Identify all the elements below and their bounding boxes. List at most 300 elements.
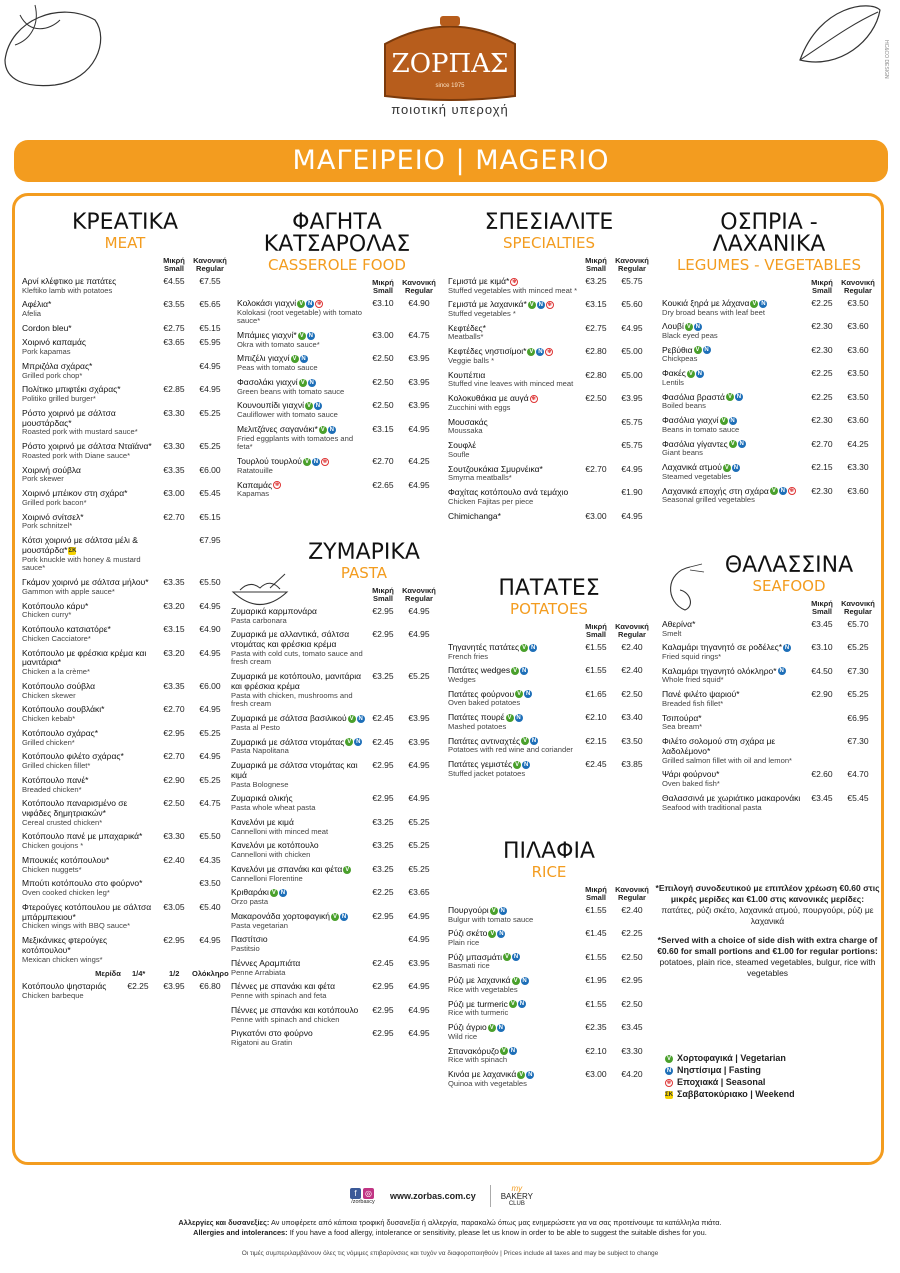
pasta-section (231, 542, 437, 1053)
menu-item (22, 936, 228, 964)
item-name (231, 982, 365, 1000)
instagram-icon[interactable]: ◎ (363, 1188, 374, 1199)
price-whole: €6.80 (199, 981, 221, 992)
item-name-greek: Ζυμαρικά καρμπονάρα (231, 605, 317, 616)
item-name-english: Pork kapamas (22, 347, 71, 357)
item-name-english: Basmati rice (448, 961, 490, 971)
menu-item (22, 903, 228, 931)
item-name-greek: Λουβί V N (662, 321, 701, 332)
menu-item (231, 888, 437, 906)
fasting-icon: N (301, 356, 306, 363)
vegetarian-icon: V (490, 930, 495, 937)
price-regular: €3.45 (621, 1022, 643, 1033)
item-name-english: Seafood with traditional pasta (662, 802, 762, 812)
item-name-greek: Παστίτσιο (231, 934, 268, 945)
price-small: €2.45 (585, 759, 607, 770)
menu-item (448, 1000, 650, 1018)
item-name-english: Rice with spinach (448, 1055, 508, 1065)
small-header: Μικρή Small (811, 278, 833, 295)
item-name-greek: Πατάτες φούρνου V N (448, 688, 531, 699)
item-name-english: Wild rice (448, 1031, 478, 1041)
price-header (448, 623, 650, 639)
price-regular: €5.50 (199, 831, 221, 842)
menu-item (448, 371, 650, 389)
item-name-greek: Φτερούγες κοτόπουλου με σάλτσα μπάρμπεκιου* (22, 901, 152, 922)
price-regular: €3.95 (408, 713, 430, 724)
item-name (237, 354, 365, 372)
item-name (231, 935, 365, 953)
price-regular: €3.95 (408, 736, 430, 747)
item-name-greek: Κριθαράκι V N (231, 887, 286, 898)
item-name-english: Zucchini with eggs (448, 402, 511, 412)
item-name-english: Stuffed vegetables * (448, 309, 516, 318)
basil-leaf-sketch-icon (790, 0, 885, 70)
fasting-icon: N (315, 403, 321, 410)
item-name-greek: Cordon bleu* (22, 322, 72, 333)
item-name-english: French fries (448, 651, 489, 661)
item-name (22, 489, 156, 507)
item-name (231, 672, 365, 709)
price-small: €3.20 (163, 647, 185, 658)
vegetarian-icon: V (320, 426, 325, 433)
item-name (662, 690, 804, 708)
price-small: €1.55 (585, 951, 607, 962)
price-small: €3.30 (163, 407, 185, 418)
item-name-english: Roasted pork with Diane sauce* (22, 450, 131, 460)
legend-label: Νηστίσιμα | Fasting (677, 1065, 761, 1076)
price-regular: €2.50 (621, 998, 643, 1009)
item-name (448, 1023, 578, 1041)
menu-item (662, 369, 876, 387)
price-regular: €4.95 (408, 981, 430, 992)
item-name-greek: Χοιρινό μπέικον στη σχάρα* (22, 488, 128, 499)
price-regular: €4.95 (199, 600, 221, 611)
price-small: €2.25 (811, 368, 833, 379)
menu-item (448, 512, 650, 522)
item-name-greek: Πέννες με σπανάκι και κοτόπουλο (231, 1004, 359, 1015)
item-name-greek: Κινόα με λαχανικά V N (448, 1069, 533, 1080)
item-name (22, 300, 156, 318)
price-small: €3.45 (811, 792, 833, 803)
price-header (448, 886, 650, 902)
item-name-greek: Ρύζι άγριο V N (448, 1022, 503, 1033)
item-name (22, 856, 156, 874)
item-name (662, 667, 804, 685)
menu-item (662, 463, 876, 481)
weekend-icon: ΣΚ (68, 547, 77, 554)
item-name (22, 625, 156, 643)
menu-item (22, 705, 228, 723)
section-title-english: RICE (531, 863, 567, 881)
item-name-english: Cannelloni Florentine (231, 873, 303, 883)
price-regular: €7.30 (847, 736, 869, 747)
menu-item (22, 682, 228, 700)
price-small: €2.25 (811, 391, 833, 402)
fasting-icon: N (761, 300, 766, 307)
price-small: €2.15 (811, 462, 833, 473)
item-name-greek: Κοτόπουλο σουβλάκι* (22, 704, 105, 715)
seasonal-icon: ✻ (274, 482, 280, 489)
regular-header: Κανονική Regular (841, 278, 875, 295)
brand-tagline: ποιοτική υπεροχή (391, 102, 509, 117)
price-regular: €5.70 (847, 618, 869, 629)
item-name-greek: Κοτόπουλο κατσιατόρε* (22, 624, 111, 635)
price-regular: €3.50 (621, 735, 643, 746)
price-regular: €3.50 (199, 878, 221, 889)
item-name (448, 690, 578, 708)
price-regular: €5.40 (199, 901, 221, 912)
menu-item (231, 841, 437, 859)
regular-header: Κανονική Regular (841, 599, 875, 616)
item-name-greek: Μπάμιες γιαχνί* V N (237, 329, 313, 340)
menu-item (237, 331, 437, 349)
regular-header: Κανονική Regular (402, 278, 436, 295)
casserole-section (237, 212, 437, 504)
price-small: €3.20 (163, 600, 185, 611)
price-small: €2.50 (163, 798, 185, 809)
item-name (231, 761, 365, 789)
price-regular: €5.75 (621, 440, 643, 451)
menu-item (448, 953, 650, 971)
menu-item (448, 1023, 650, 1041)
fasting-icon: N (780, 488, 785, 495)
section-title-greek: ΠΑΤΑΤΕΣ (498, 576, 600, 601)
price-regular: €5.75 (621, 416, 643, 427)
item-name (231, 1006, 365, 1024)
item-name-greek: Ρύζι με λαχανικά V N (448, 975, 527, 986)
price-small: €2.75 (585, 322, 607, 333)
prices-disclaimer: Οι τιμές συμπεριλαμβάνουν όλες τις νόμιμες επιβαρύνσεις και τυχόν να διαφοροποιηθούν | Prices include all taxes and may be subject to change (241, 1250, 659, 1257)
item-name-english: Politiko grilled burger* (22, 394, 96, 404)
item-name (22, 602, 156, 620)
item-name (22, 936, 156, 964)
item-name (448, 953, 578, 971)
item-name (22, 879, 156, 897)
price-small: €2.80 (585, 369, 607, 380)
section-title-greek: ΠΙΛΑΦΙΑ (503, 839, 595, 864)
price-small: €2.50 (585, 393, 607, 404)
item-name-greek: Ρύζι με turmeric V N (448, 998, 525, 1009)
item-name (237, 401, 365, 419)
item-name-english: Seasonal grilled vegetables (662, 495, 755, 505)
item-name-english: Pasta with chicken, mushrooms and fresh cream (231, 690, 353, 709)
section-title-english: MEAT (104, 234, 146, 252)
item-name-english: Mexican chicken wings* (22, 954, 103, 964)
item-name-english: Green beans with tomato sauce (237, 386, 345, 396)
fasting-icon: N (779, 668, 784, 675)
website-link[interactable]: www.zorbas.com.cy (390, 1191, 476, 1201)
menu-item (662, 794, 876, 812)
price-regular: €2.50 (621, 951, 643, 962)
section-title (22, 212, 228, 251)
menu-item (662, 346, 876, 364)
price-small: €3.35 (163, 680, 185, 691)
item-name-greek: Τσιπούρα* (662, 712, 702, 723)
vegetarian-icon: V (529, 348, 534, 355)
price-small: €1.55 (585, 641, 607, 652)
item-name-greek: Μεξικάνικες φτερούγες κοτόπουλου* (22, 935, 108, 955)
item-name-english: Stuffed jacket potatoes (448, 768, 526, 778)
item-name-english: Sea bream* (662, 722, 703, 732)
fasting-icon: N (523, 761, 529, 768)
item-name (448, 371, 578, 389)
item-name-english: Pasta Bolognese (231, 779, 289, 789)
menu-item (448, 643, 650, 661)
price-small: €2.50 (372, 376, 394, 387)
seasonal-icon: ✻ (512, 278, 517, 285)
price-regular: €2.40 (621, 904, 643, 915)
price-regular: €2.40 (621, 641, 643, 652)
fasting-icon: N (522, 977, 527, 984)
menu-item (22, 338, 228, 356)
menu-item (231, 935, 437, 953)
item-name (231, 959, 365, 977)
item-name-english: Breaded fish fillet* (662, 698, 724, 708)
price-small: €3.35 (163, 577, 185, 588)
menu-item (662, 440, 876, 458)
menu-item (231, 912, 437, 930)
item-name (22, 466, 156, 484)
price-header (662, 279, 876, 295)
item-name (662, 416, 804, 434)
item-name-english: Cereal crusted chicken* (22, 817, 103, 827)
vegetarian-icon: V (513, 667, 518, 674)
item-name-greek: Ρύζι μπασμάτι V N (448, 951, 519, 962)
price-regular: €4.95 (408, 1028, 430, 1039)
price-regular: €4.90 (408, 297, 430, 308)
price-regular: €7.55 (199, 275, 221, 286)
item-name-greek: Φακές V N (662, 368, 703, 379)
item-name-english: Black eyed peas (662, 331, 718, 340)
price-half: €3.95 (163, 981, 185, 992)
fasting-icon: N (356, 739, 361, 746)
price-small: €2.40 (163, 854, 185, 865)
item-name (448, 666, 578, 684)
item-name-english: Potatoes with red wine and coriander (448, 745, 573, 755)
item-name-greek: Κολοκάσι γιαχνί V N ✻ (237, 297, 322, 308)
fasting-icon: N (308, 300, 313, 307)
menu-item (662, 416, 876, 434)
bbq-portion-header: Μερίδα (95, 969, 121, 979)
item-name (448, 760, 578, 778)
item-name-greek: Κότσι χοιρινό με σάλτσα μέλι & μουστάρδα*ΣΚ (22, 535, 138, 555)
item-name-greek: Μπούτι κοτόπουλο στο φούρνο* (22, 878, 143, 889)
item-name (662, 322, 804, 340)
vegetarian-icon: V (730, 441, 735, 448)
section-title-greek: ΟΣΠΡΙΑ - ΛΑΧΑΝΙΚΑ (712, 210, 826, 257)
section-title (448, 841, 650, 880)
item-name-english: Chicken kebab* (22, 714, 76, 724)
price-regular: €7.95 (199, 535, 221, 546)
meat-section (22, 212, 228, 1006)
item-name-greek: Κουνουπίδι γιαχνί V N (237, 400, 321, 411)
item-name-greek: Μπριζόλα σχάρας* (22, 360, 93, 371)
price-regular: €4.25 (408, 456, 430, 467)
menu-item (448, 929, 650, 947)
legend-item (664, 1088, 795, 1100)
item-name (448, 347, 578, 365)
item-name-english: Okra with tomato sauce* (237, 339, 320, 349)
facebook-icon[interactable]: f (350, 1188, 361, 1199)
vegetarian-icon: V (292, 356, 297, 363)
menu-item (448, 1047, 650, 1065)
price-regular: €3.50 (847, 297, 869, 308)
regular-header: Κανονική Regular (615, 256, 649, 273)
item-name-greek: Φασολάκι γιαχνί V N (237, 376, 314, 387)
menu-item (448, 324, 650, 342)
seasonal-icon: ✻ (666, 1079, 672, 1086)
item-name-english: Chickpeas (662, 354, 698, 364)
price-regular: €3.60 (847, 321, 869, 332)
item-name-english: Chicken Cacciatore* (22, 633, 91, 643)
bbq-header (22, 970, 228, 978)
menu-item (662, 322, 876, 340)
item-name-greek: Ριγκατόνι στο φούρνο (231, 1028, 313, 1039)
item-name (662, 487, 804, 505)
price-regular: €4.95 (199, 704, 221, 715)
price-regular: €3.95 (408, 376, 430, 387)
price-small: €2.30 (811, 485, 833, 496)
vegetarian-icon: V (491, 907, 496, 914)
item-name (22, 903, 156, 931)
vegetarian-icon: V (519, 1071, 524, 1078)
rice-section (448, 841, 650, 1094)
item-name (22, 277, 156, 295)
item-name-greek: Χοιρινό σνίτσελ* (22, 511, 84, 522)
item-name (448, 713, 578, 731)
item-name (448, 1000, 578, 1018)
price-regular: €3.85 (621, 759, 643, 770)
item-name-greek: Πέννες με σπανάκι και φέτα (231, 981, 336, 992)
legend-label: Εποχιακά | Seasonal (677, 1077, 766, 1088)
price-small: €1.65 (585, 688, 607, 699)
item-name (448, 737, 578, 755)
section-title-greek: ΦΑΓΗΤΑ ΚΑΤΣΑΡΟΛΑΣ (263, 210, 411, 257)
price-small: €3.25 (372, 840, 394, 851)
item-name-greek: Ζυμαρικά με σάλτσα ντομάτας και κιμά (231, 760, 358, 780)
price-small: €4.50 (811, 665, 833, 676)
fasting-icon: N (666, 1067, 672, 1074)
item-name (662, 794, 804, 812)
menu-item (662, 690, 876, 708)
item-name-english: Grilled chicken fillet* (22, 761, 91, 771)
item-name-greek: Κοτόπουλο σούβλα (22, 680, 96, 691)
item-name (448, 512, 578, 522)
logo-name: ΖΟΡΠΑΣ (391, 49, 509, 79)
fasting-icon: N (308, 332, 313, 339)
price-regular: €1.90 (621, 487, 643, 498)
seasonal-icon: ✻ (789, 488, 794, 495)
seasonal-icon: ✻ (547, 348, 552, 355)
price-regular: €3.65 (408, 887, 430, 898)
price-small: €3.00 (372, 329, 394, 340)
legend-item (664, 1052, 795, 1064)
item-name-greek: Σουτζουκάκια Σμυρνέικα* (448, 463, 543, 474)
price-small: €2.95 (372, 1004, 394, 1015)
fasting-icon: N (730, 417, 735, 424)
price-regular: €5.00 (621, 346, 643, 357)
bbq-half-header: 1/2 (168, 969, 180, 979)
item-name-english: Fried squid rings* (662, 652, 722, 661)
price-small: €2.25 (811, 297, 833, 308)
price-regular: €3.60 (847, 485, 869, 496)
menu-item (662, 620, 876, 638)
item-name-greek: Ζυμαρικά με σάλτσα βασιλικού V N (231, 713, 363, 724)
item-name (22, 442, 156, 460)
price-small: €3.15 (372, 423, 394, 434)
price-small: €2.50 (372, 353, 394, 364)
price-regular: €5.45 (199, 488, 221, 499)
legend-item (664, 1076, 795, 1088)
price-small: €3.15 (163, 624, 185, 635)
item-name-greek: Μπιζέλι γιαχνί V N (237, 353, 306, 364)
small-header: Μικρή Small (585, 622, 607, 639)
price-regular: €4.95 (408, 793, 430, 804)
price-regular: €5.75 (621, 275, 643, 286)
item-name-english: Bulgur with tomato sauce (448, 914, 534, 924)
price-small: €2.70 (811, 438, 833, 449)
seasonal-icon: ✻ (531, 395, 536, 402)
price-small: €1.55 (585, 665, 607, 676)
item-name-greek: Αρνί κλέφτικο με πατάτες (22, 275, 117, 286)
item-name (22, 776, 156, 794)
item-name-english: Rigatoni au Gratin (231, 1038, 293, 1047)
item-name (231, 714, 365, 732)
menu-item (237, 378, 437, 396)
item-name (662, 643, 804, 661)
price-small: €2.95 (372, 605, 394, 616)
price-regular: €4.95 (199, 751, 221, 762)
item-name-english: Pasta al Pesto (231, 722, 280, 732)
item-name (22, 513, 156, 531)
item-name (237, 481, 365, 499)
small-header: Μικρή Small (811, 599, 833, 616)
item-name-greek: Πατάτες wedges V N (448, 665, 527, 676)
menu-item (662, 299, 876, 317)
item-name (662, 463, 804, 481)
item-name-english: Oven baked fish* (662, 779, 720, 789)
price-small: €2.60 (811, 769, 833, 780)
price-regular: €7.30 (847, 665, 869, 676)
seasonal-icon: ✻ (322, 458, 328, 465)
item-name-english: Ratatouille (237, 465, 273, 475)
price-regular: €6.95 (847, 712, 869, 723)
fasting-icon: N (784, 644, 790, 651)
price-small: €2.85 (163, 384, 185, 395)
price-small: €2.70 (163, 511, 185, 522)
regular-header: Κανονική Regular (615, 622, 649, 639)
menu-item (237, 457, 437, 475)
item-name (662, 620, 804, 638)
menu-item (22, 602, 228, 620)
menu-item (231, 761, 437, 789)
price-small: €3.30 (163, 441, 185, 452)
tomato-sketch-icon (0, 0, 110, 90)
item-name-english: Chicken curry* (22, 610, 72, 620)
item-name-greek: Φαχίτας κοτόπουλο ανά τεμάχιο (448, 487, 569, 498)
item-name-greek: Κουκιά ξηρά με λάχανα V N (662, 297, 766, 308)
item-name (22, 682, 156, 700)
item-name-english: Veggie balls * (448, 355, 495, 365)
item-name-greek: Κοτόπουλο φιλέτο σχάρας* (22, 751, 124, 762)
price-small: €2.95 (372, 1028, 394, 1039)
item-name-english: Oven baked potatoes (448, 698, 521, 708)
price-regular: €3.60 (847, 344, 869, 355)
item-name-english: Pasta carbonara (231, 615, 287, 625)
dietary-legend (664, 1052, 795, 1101)
item-name-greek: Καλαμάρι τηγανητό σε ροδέλες* N (662, 642, 790, 653)
item-name (231, 1029, 365, 1047)
